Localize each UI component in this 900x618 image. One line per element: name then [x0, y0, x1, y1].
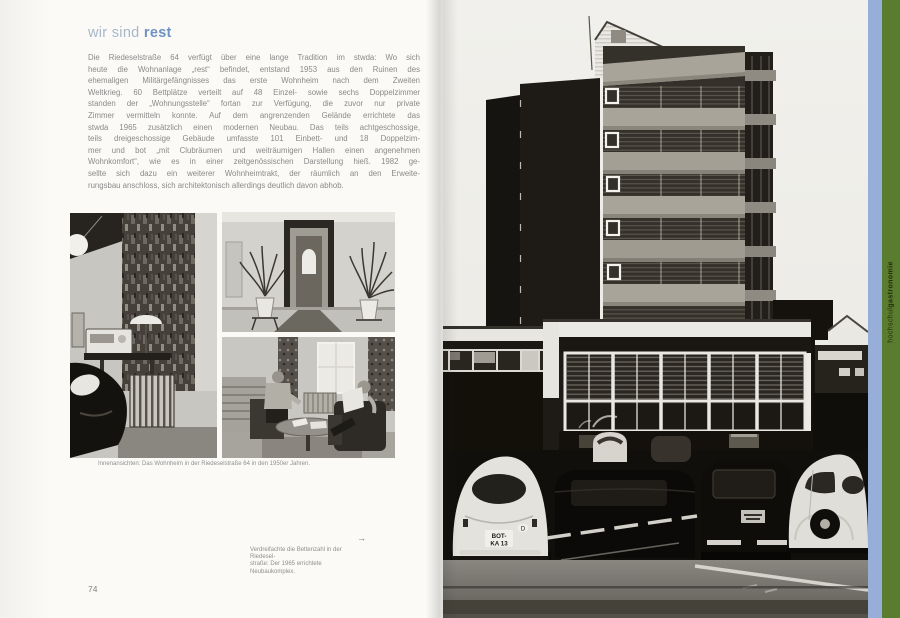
pointer-caption	[250, 533, 366, 576]
arched-window	[302, 249, 316, 274]
window-sliver	[195, 213, 217, 391]
chapter-edge-label-bold: gastronomie	[887, 261, 895, 308]
page-title	[88, 25, 172, 41]
text-line: straße: Der 1965 errichtete Neubaukomplex.	[250, 561, 322, 575]
text-line: ehemaligen Militärgefängnisses das erste Wohnheim nach dem Zweiten	[88, 76, 420, 86]
radiator	[304, 393, 336, 413]
edge-stripe-blue	[868, 0, 882, 618]
mensa-pavilion	[543, 319, 811, 450]
window	[318, 343, 354, 393]
body-text	[88, 52, 420, 191]
right-page-photo	[443, 0, 868, 618]
curtain	[122, 213, 195, 391]
street-foreground	[443, 560, 868, 618]
left-page	[0, 0, 443, 618]
text-line: Weltkrieg. 60 Bettplätze verteilt auf 48 Einzel- sowie sechs Doppelzimmer	[88, 87, 420, 97]
text-line: sellte sich dazu ein weiterer Wohnheimtrakt, der räumlich an den Erweite-	[88, 168, 420, 178]
side-door	[226, 242, 242, 297]
small-car-background	[593, 432, 627, 462]
text-line: Verdreifachte die Bettenzahl in der Riedesel-	[250, 547, 342, 561]
photo-caption: Innenansichten: Das Wohnheim in der Riedeselstraße 64 in den 1950er Jahren.	[98, 461, 311, 467]
rear-window	[472, 474, 526, 504]
page-title-accent: rest	[143, 25, 172, 41]
left-wing	[443, 326, 543, 450]
wagon-plate	[741, 510, 765, 523]
text-line: teils dreigeschossige Gebäude umfasste 101 Einbett- und 18 Doppelzim-	[88, 134, 420, 144]
text-line: rungsbau anschloss, sich architektonisch allerdings deutlich davon abhob.	[88, 180, 344, 190]
edge-stripe-green	[882, 0, 900, 618]
tower-right-wing	[745, 52, 776, 332]
page-title-prefix: wir sind	[88, 25, 144, 41]
chapter-edge-label-regular: hochschul	[887, 307, 895, 343]
text-line: mer und bot „mit Clubräumen und weiträumigen Hallen einen angenehmen	[88, 145, 420, 155]
bumper	[459, 550, 541, 555]
photo-room-interior	[70, 213, 217, 458]
license-plate	[485, 530, 513, 548]
picture-frame	[72, 313, 84, 347]
tower-facade	[603, 46, 745, 332]
svg-text:D: D	[520, 526, 526, 533]
chapter-edge-label	[888, 261, 895, 343]
dark-car-middle	[547, 470, 697, 560]
pointer-caption-text	[250, 547, 366, 576]
station-wagon	[701, 460, 791, 564]
radio	[86, 329, 132, 355]
photo-new-building	[443, 0, 868, 618]
page-number: 74	[88, 584, 98, 594]
license-plate-line1: BOT-	[491, 533, 507, 540]
license-plate-line2: KA 13	[490, 540, 508, 548]
text-line: Wohnkomfort“, wie es in einer zeitgenössischen Darstellung hieß. 1982 ge-	[88, 157, 420, 167]
corridor-doorway	[284, 220, 334, 310]
photo-reading-room	[222, 337, 395, 458]
text-line: Die Riedeselstraße 64 verfügt über eine lange Tradition im stwda: Wo sich	[88, 53, 420, 62]
text-line: heute die Wohnanlage „rest“ befindet, entstand 1953 aus den Ruinen des	[88, 64, 420, 74]
text-line: Zimmer vermitteln konnte. Auf dem angrenzenden Gelände errichtete das	[88, 110, 420, 120]
text-line: stwda 1965 zusätzlich einen modernen Neubau. Das teils achtgeschossige,	[88, 122, 420, 132]
car-roof-background	[651, 436, 691, 462]
photo-corridor	[222, 212, 395, 332]
text-line: standen der „Wohnungsstelle“ fortan zur Verfügung, die zuvor nur private	[88, 99, 420, 109]
radiator	[130, 375, 174, 427]
right-arrow-icon: →	[357, 533, 366, 543]
floor	[118, 427, 217, 458]
